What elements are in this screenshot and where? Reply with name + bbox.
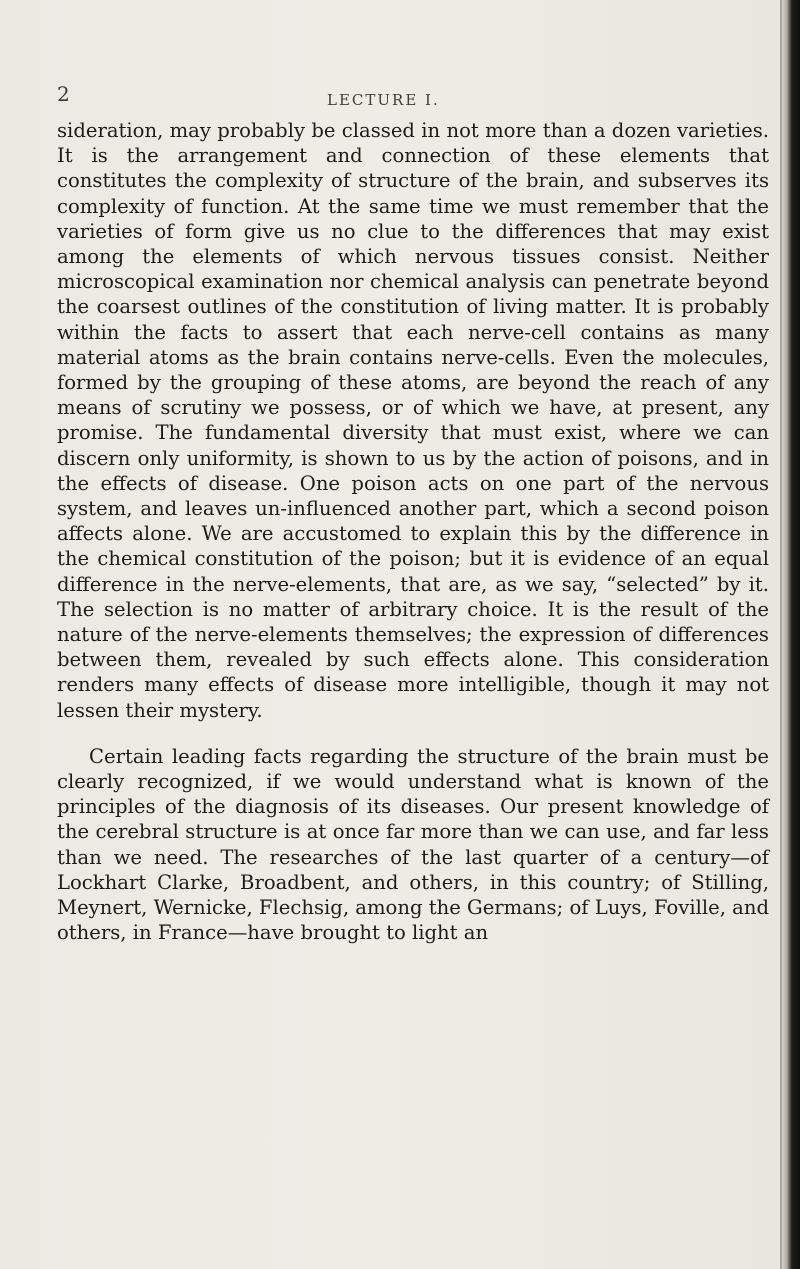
page-number: 2: [57, 82, 70, 106]
body-paragraph-1: sideration, may probably be classed in not more than a dozen varieties. It is the arrangement and connection of these elements that constitutes the complexity of structure of the brain, and subserves its complexity of function. At the same time we must remember that the varieties of form give us no clue to the differences that may exist among the elements of which nervous tissues consist. Neither microscopical examination nor chemical analysis can penetrate beyond the coarsest outlines of the constitution of living matter. It is probably within the facts to assert that each nerve-cell contains as many material atoms as the brain contains nerve-cells. Even the molecules, formed by the grouping of these atoms, are beyond the reach of any means of scrutiny we possess, or of which we have, at present, any promise. The fundamental diversity that must exist, where we can discern only uniformity, is shown to us by the action of poisons, and in the effects of disease. One poison acts on one part of the nervous system, and leaves un-influenced another part, which a second poison affects alone. We are accustomed to explain this by the difference in the chemical constitution of the poison; but it is evidence of an equal difference in the nerve-elements, that are, as we say, “selected” by it. The selection is no matter of arbitrary choice. It is the result of the nature of the nerve-elements themselves; the expression of differences between them, revealed by such effects alone. This consideration renders many effects of disease more intelligible, though it may not lessen their mystery.: [57, 119, 769, 722]
scan-edge-shadow: [782, 0, 800, 1269]
body-paragraph-2: Certain leading facts regarding the structure of the brain must be clearly recognized, if we would understand what is known of the principles of the diagnosis of its diseases. Our present knowledge of the cerebral structure is at once far more than we can use, and far less than we need. The researches of the last quarter of a century—of Lockhart Clarke, Broadbent, and others, in this country; of Stilling, Meynert, Wernicke, Flechsig, among the Germans; of Luys, Foville, and others, in France—have brought to light an: [57, 744, 770, 945]
running-head: LECTURE I.: [327, 91, 440, 109]
page-header: [0, 83, 782, 123]
page-body: [57, 118, 769, 946]
